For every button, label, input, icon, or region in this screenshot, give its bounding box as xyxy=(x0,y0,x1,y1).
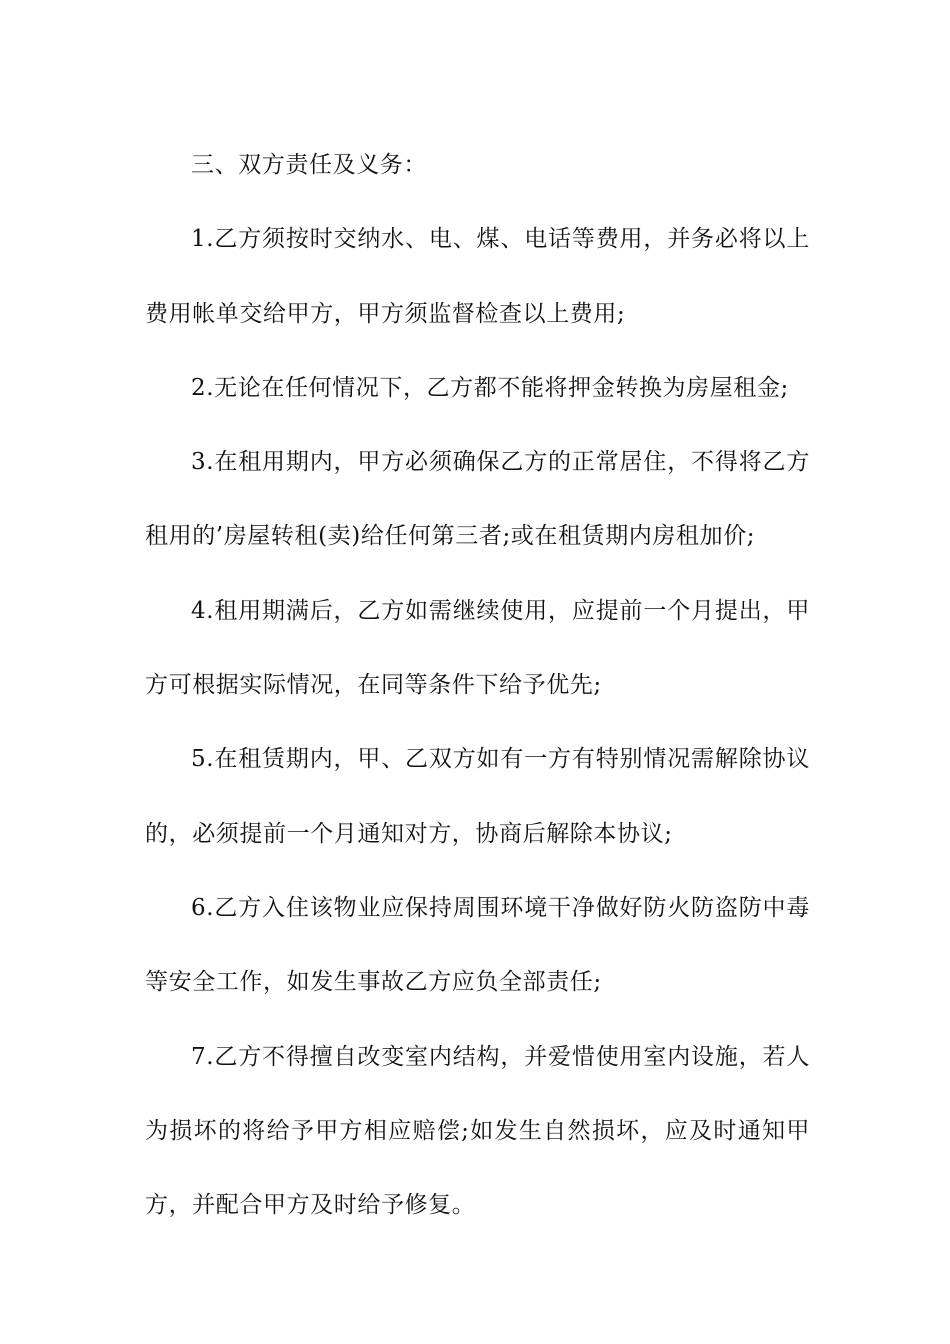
document-body xyxy=(145,128,810,1242)
section-heading: 三、双方责任及义务： xyxy=(191,152,427,178)
clause-3: 3.在租用期内，甲方必须确保乙方的正常居住，不得将乙方租用的’房屋转租(卖)给任何第三者;或在租赁期内房租加价; xyxy=(145,449,810,550)
clause-2: 2.无论在任何情况下，乙方都不能将押金转换为房屋租金; xyxy=(191,374,789,401)
clause-6: 6.乙方入住该物业应保持周围环境干净做好防火防盗防中毒等安全工作，如发生事故乙方应负全部责任; xyxy=(145,894,810,996)
clause-5: 5.在租赁期内，甲、乙双方如有一方有特别情况需解除协议的，必须提前一个月通知对方，协商后解除本协议; xyxy=(145,746,810,847)
clause-4: 4.租用期满后，乙方如需继续使用，应提前一个月提出，甲方可根据实际情况，在同等条件下给予优先; xyxy=(145,597,810,699)
clause-1: 1.乙方须按时交纳水、电、煤、电话等费用，并务必将以上费用帐单交给甲方，甲方须监督检查以上费用; xyxy=(145,226,810,327)
clause-7: 7.乙方不得擅自改变室内结构，并爱惜使用室内设施，若人为损坏的将给予甲方相应赔偿;如发生自然损坏，应及时通知甲方，并配合甲方及时给予修复。 xyxy=(145,1043,810,1219)
